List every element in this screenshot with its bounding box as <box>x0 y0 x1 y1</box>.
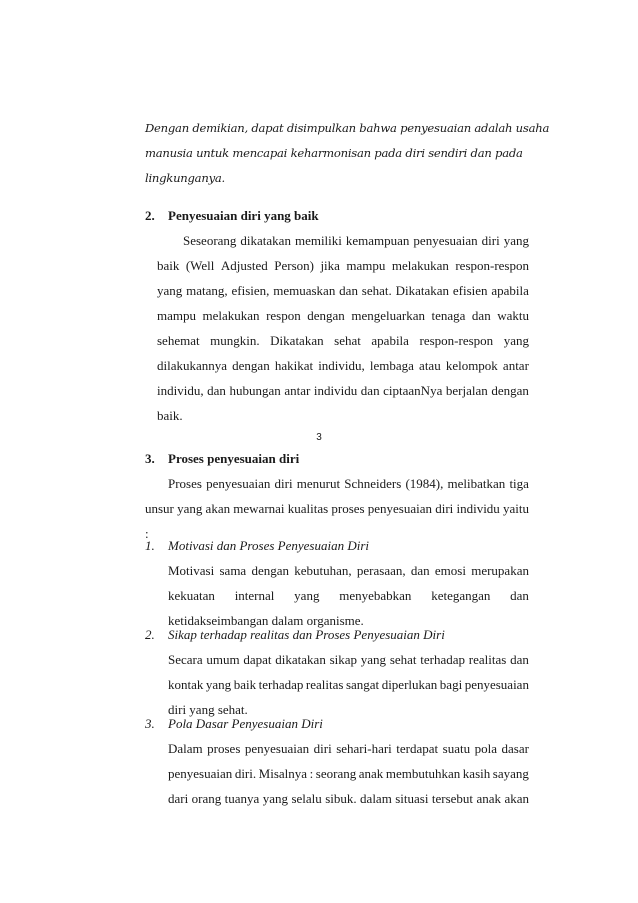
word: sibuk. <box>325 791 357 806</box>
word: emosi <box>434 563 466 578</box>
word: sama <box>219 563 247 578</box>
word: berjalan <box>445 383 488 398</box>
word: akan <box>504 791 529 806</box>
word: penyesuaian <box>244 741 310 756</box>
word: Secara <box>168 652 203 667</box>
word: memuaskan <box>273 283 336 298</box>
word: yang <box>177 501 203 516</box>
paragraph-line <box>168 652 529 668</box>
word: kebutuhan, <box>294 563 352 578</box>
word: akan <box>205 501 231 516</box>
word: individu <box>313 383 358 398</box>
word: baik <box>233 677 257 692</box>
word: tenaga <box>431 308 466 323</box>
word: matang, <box>186 283 228 298</box>
word: mengeluarkan <box>351 308 425 323</box>
word: (1984), <box>405 476 444 491</box>
word: Person) <box>274 258 314 273</box>
word: tiga <box>509 476 529 491</box>
word: yang <box>503 233 529 248</box>
word: dengan <box>251 563 289 578</box>
paragraph-line: diri yang sehat. <box>168 702 248 717</box>
word: sehemat <box>157 333 200 348</box>
word: hubungan <box>229 383 281 398</box>
word: Motivasi <box>168 563 215 578</box>
word: diri <box>481 233 500 248</box>
word: menyebabkan <box>339 588 412 603</box>
word: penyesuaian <box>168 766 233 781</box>
word: situasi <box>395 791 429 806</box>
intro-line: manusia untuk mencapai keharmonisan pada diri sendiri dan pada <box>145 146 523 160</box>
word: sikap <box>329 652 358 667</box>
word: respon-respon <box>419 333 494 348</box>
word: sayang <box>492 766 529 781</box>
word: jika <box>320 258 340 273</box>
word: antar <box>502 358 529 373</box>
word: sangat <box>345 677 380 692</box>
word: ketegangan <box>431 588 491 603</box>
word: orang <box>191 791 222 806</box>
word: tuanya <box>224 791 260 806</box>
word: sehari-hari <box>336 741 392 756</box>
word: kelompok <box>445 358 498 373</box>
paragraph-line <box>168 476 529 492</box>
list-item-number: 1. <box>145 538 155 553</box>
word: proses <box>331 501 365 516</box>
word: membutuhkan <box>385 766 461 781</box>
word: dalam <box>360 791 392 806</box>
word: mewarnai <box>233 501 285 516</box>
word: mampu <box>157 308 196 323</box>
word: seorang <box>315 766 357 781</box>
word: sehat. <box>361 283 392 298</box>
intro-line: Dengan demikian, dapat disimpulkan bahwa penyesuaian adalah usaha <box>145 121 550 135</box>
word: dikatakan <box>275 652 326 667</box>
section-2-number: 2. <box>145 208 155 223</box>
paragraph-line: baik. <box>157 408 183 423</box>
word: terhadap <box>258 677 304 692</box>
word: Proses <box>168 476 202 491</box>
word: yang <box>360 652 387 667</box>
word: dengan <box>491 383 529 398</box>
word: dengan <box>307 308 345 323</box>
word: dan <box>339 283 358 298</box>
word: Schneiders <box>344 476 402 491</box>
word: diri <box>313 741 332 756</box>
word: internal <box>234 588 275 603</box>
list-item-number: 2. <box>145 627 155 642</box>
word: dan <box>471 308 491 323</box>
word: apabila <box>491 283 529 298</box>
word: penyesuaian <box>464 677 529 692</box>
paragraph-line <box>168 563 529 579</box>
word: kekuatan <box>168 588 215 603</box>
list-item-title: Sikap terhadap realitas dan Proses Penyesuaian Diri <box>168 627 445 642</box>
word: Adjusted <box>220 258 268 273</box>
section-3-number: 3. <box>145 451 155 466</box>
word: selalu <box>291 791 322 806</box>
word: Dalam <box>168 741 203 756</box>
word: yang <box>157 283 183 298</box>
word: dasar <box>501 741 529 756</box>
paragraph-line <box>157 333 529 349</box>
word: Dikatakan <box>270 333 324 348</box>
paragraph-line <box>168 677 529 693</box>
paragraph-line <box>168 791 529 807</box>
word: antar <box>284 383 311 398</box>
paragraph-line <box>157 358 529 374</box>
word: dan <box>510 588 529 603</box>
word: respon <box>266 308 301 323</box>
intro-line: lingkunganya. <box>145 171 225 185</box>
word: mungkin. <box>210 333 260 348</box>
word: tersebut <box>431 791 474 806</box>
word: yang <box>503 333 529 348</box>
word: atau <box>419 358 441 373</box>
paragraph-line <box>168 766 529 782</box>
word: yang <box>294 588 320 603</box>
paragraph-line <box>157 258 529 274</box>
word: melibatkan <box>447 476 506 491</box>
paragraph-line <box>157 383 529 399</box>
word: respon-respon <box>455 258 529 273</box>
word: : <box>309 766 314 781</box>
word: waktu <box>497 308 529 323</box>
word: diri <box>274 476 293 491</box>
section-2-title: Penyesuaian diri yang baik <box>168 208 319 223</box>
word: anak <box>476 791 502 806</box>
word: individu, <box>157 383 204 398</box>
word: diri. <box>234 766 257 781</box>
word: penyesuaian <box>367 501 433 516</box>
paragraph-line <box>183 233 529 249</box>
word: mampu <box>346 258 386 273</box>
word: dan <box>360 383 380 398</box>
word: realitas <box>305 677 344 692</box>
word: lembaga <box>369 358 414 373</box>
word: diperlukan <box>381 677 438 692</box>
word: kemampuan <box>345 233 410 248</box>
word: dan <box>510 652 529 667</box>
word: Dikatakan <box>395 283 450 298</box>
word: penyesuaian <box>206 476 271 491</box>
word: dapat <box>243 652 272 667</box>
word: sehat <box>389 652 417 667</box>
word: pola <box>474 741 498 756</box>
word: individu, <box>318 358 365 373</box>
list-item-title: Pola Dasar Penyesuaian Diri <box>168 716 323 731</box>
word: bagi <box>439 677 463 692</box>
word: efisien, <box>231 283 270 298</box>
word: (Well <box>185 258 215 273</box>
word: dan <box>410 563 430 578</box>
word: dilakukannya <box>157 358 228 373</box>
word: Seseorang <box>183 233 237 248</box>
word: ciptaanNya <box>383 383 443 398</box>
word: terdapat <box>396 741 439 756</box>
word: umum <box>206 652 240 667</box>
word: baik <box>157 258 180 273</box>
word: hakikat <box>274 358 314 373</box>
word: anak <box>358 766 384 781</box>
list-item-number: 3. <box>145 716 155 731</box>
word: Misalnya <box>258 766 308 781</box>
paragraph-line: : <box>145 526 149 541</box>
word: kualitas <box>287 501 329 516</box>
word: yang <box>262 791 289 806</box>
word: dengan <box>232 358 270 373</box>
paragraph-line <box>168 741 529 757</box>
word: yang <box>205 677 232 692</box>
word: merupakan <box>471 563 529 578</box>
word: memiliki <box>294 233 342 248</box>
section-3-title: Proses penyesuaian diri <box>168 451 300 466</box>
paragraph-line <box>168 588 529 604</box>
word: sehat <box>334 333 361 348</box>
word: kasih <box>462 766 491 781</box>
word: terhadap <box>420 652 466 667</box>
word: realitas <box>468 652 507 667</box>
paragraph-line <box>157 308 529 324</box>
list-item-title: Motivasi dan Proses Penyesuaian Diri <box>168 538 369 553</box>
word: perasaan, <box>356 563 406 578</box>
word: kontak <box>168 677 204 692</box>
word: menurut <box>296 476 341 491</box>
page-number: 3 <box>316 432 322 443</box>
word: penyesuaian <box>413 233 478 248</box>
word: yaitu <box>503 501 529 516</box>
word: dan <box>207 383 226 398</box>
paragraph-line: ketidakseimbangan dalam organisme. <box>168 613 364 628</box>
word: unsur <box>145 501 174 516</box>
word: dikatakan <box>240 233 291 248</box>
word: efisien <box>452 283 488 298</box>
word: melakukan <box>202 308 260 323</box>
word: melakukan <box>391 258 449 273</box>
word: apabila <box>371 333 409 348</box>
word: diri <box>435 501 454 516</box>
word: suatu <box>442 741 471 756</box>
word: dari <box>168 791 189 806</box>
paragraph-line <box>157 283 529 299</box>
paragraph-line <box>145 501 529 517</box>
word: proses <box>207 741 241 756</box>
word: individu <box>456 501 500 516</box>
